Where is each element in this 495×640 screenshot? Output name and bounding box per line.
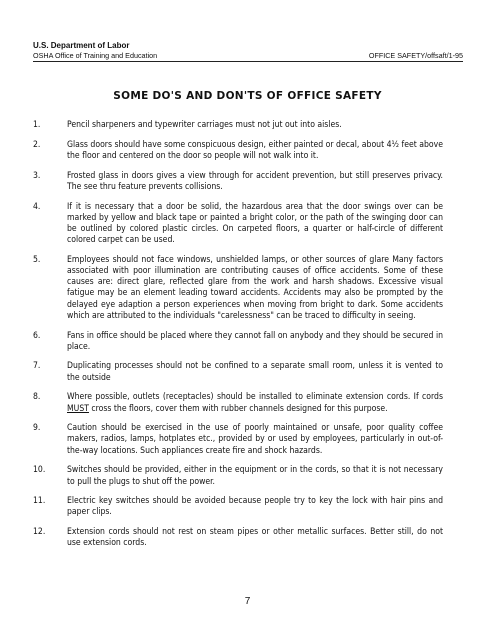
item-number: 11. (33, 496, 46, 507)
item-text: Electric key switches should be avoided because people try to key the lock with hair pins and paper clips. (67, 496, 443, 518)
header-organization: U.S. Department of Labor (33, 41, 130, 50)
item-text-emphasis: MUST (67, 403, 89, 414)
item-number: 6. (33, 330, 41, 341)
list-item (33, 331, 443, 353)
item-number: 10. (33, 465, 46, 476)
list-item (33, 392, 443, 414)
list-item (33, 361, 443, 383)
item-text: If it is necessary that a door be solid, the hazardous area that the door swings over can be marked by yellow and black tape or painted a bright color, or the path of the swinging door can be outlined by colored plastic circles. On carpeted floors, a quarter or half-circle of different colored carpet can be used. (67, 201, 443, 246)
header-row (33, 51, 463, 62)
item-number: 4. (33, 201, 41, 212)
list-item (33, 527, 443, 549)
item-number: 3. (33, 170, 41, 181)
item-text: Duplicating processes should not be confined to a separate small room, unless it is vented to the outside (67, 361, 443, 383)
item-text-after: cross the floors, cover them with rubber channels designed for this purpose. (88, 403, 388, 414)
list-item (33, 202, 443, 247)
item-text-before: Where possible, outlets (receptacles) should be installed to eliminate extension cords. If cords (67, 392, 443, 403)
page-header (33, 41, 463, 62)
item-text: Glass doors should have some conspicuous design, either painted or decal, about 4½ feet above the floor and centered on the door so people will not walk into it. (67, 139, 443, 161)
item-number: 12. (33, 527, 46, 538)
item-number: 9. (33, 423, 41, 434)
list-item (33, 465, 443, 487)
document-title: SOME DO'S AND DON'TS OF OFFICE SAFETY (113, 90, 382, 102)
item-text: Caution should be exercised in the use of poorly maintained or unsafe, poor quality coffee makers, radios, lamps, hotplates etc., provided by or used by employees, particularly in out-of-the-way locations. Such appliances create fire and shock hazards. (67, 423, 443, 456)
list-item (33, 255, 443, 322)
item-text: Pencil sharpeners and typewriter carriages must not jut out into aisles. (67, 120, 342, 130)
item-text: Fans in office should be placed where they cannot fall on anybody and they should be secured in place. (67, 330, 443, 352)
item-number: 1. (33, 120, 41, 130)
header-doc-ref: OFFICE SAFETY/offsaft/1-95 (368, 51, 463, 60)
item-text (67, 392, 443, 414)
list-item (33, 140, 443, 162)
list-item (33, 423, 443, 457)
list-item (33, 171, 443, 193)
header-office: OSHA Office of Training and Education (33, 51, 158, 60)
item-number: 8. (33, 392, 41, 403)
item-number: 7. (33, 361, 41, 372)
page-number: 7 (244, 596, 251, 607)
item-text: Frosted glass in doors gives a view through for accident prevention, but still preserves privacy. The see thru feature prevents collisions. (67, 170, 443, 192)
item-text: Switches should be provided, either in the equipment or in the cords, so that it is not necessary to pull the plugs to shut off the power. (67, 465, 443, 487)
item-number: 2. (33, 139, 41, 150)
item-text: Extension cords should not rest on steam pipes or other metallic surfaces. Better still, do not use extension cords. (67, 527, 443, 549)
list-item (33, 496, 443, 518)
item-number: 5. (33, 254, 41, 265)
list-item (33, 120, 443, 131)
item-text: Employees should not face windows, unshielded lamps, or other sources of glare Many factors associated with poor illumination are contributing causes of office accidents. Some of these causes are: direct glare, reflected glare from the work and harsh shadows. Excessive visual fatigue may be an element leading toward accidents. Accidents may also be prompted by the delayed eye adaption a person experiences when moving from bright to dark. Some accidents which are attributed to the individuals "carelessness" can be traced to difficulty in seeing. (67, 254, 443, 321)
safety-list (33, 120, 443, 558)
